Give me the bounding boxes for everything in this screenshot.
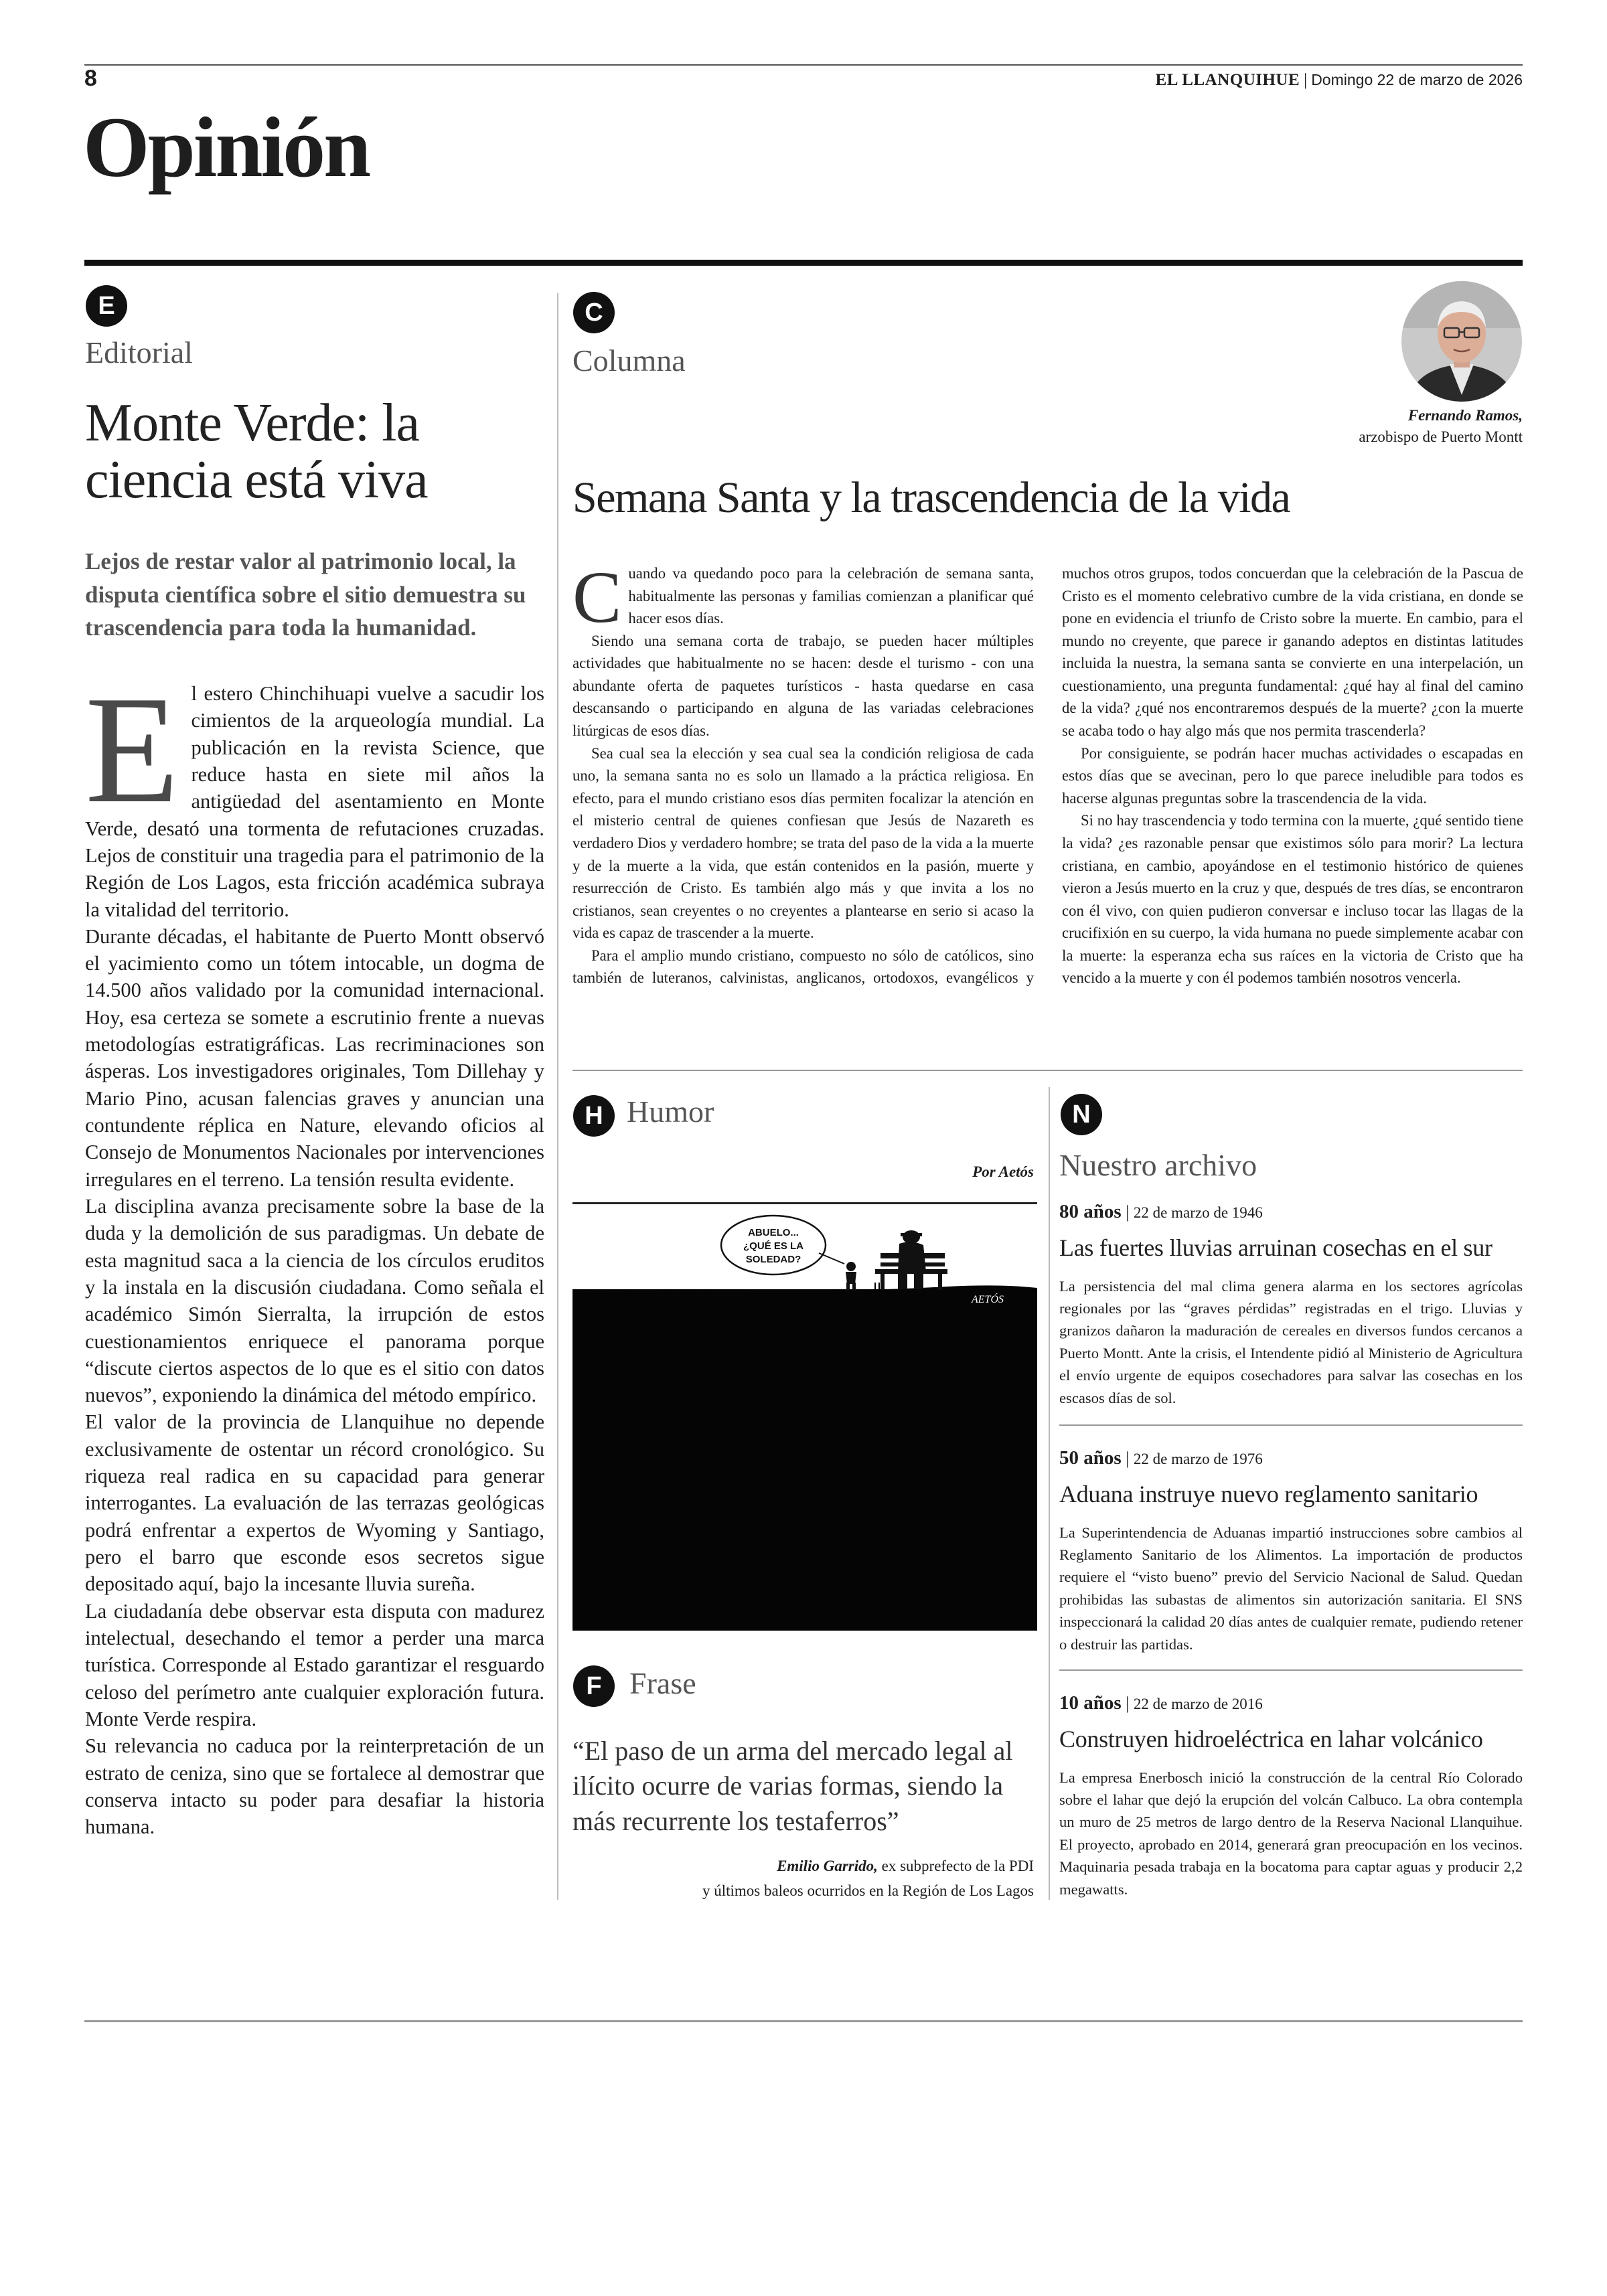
column-divider (557, 293, 558, 1900)
editorial-dropcap: E (85, 664, 179, 835)
archive-years: 10 años (1059, 1692, 1122, 1714)
speech-line: ¿QUÉ ES LA (743, 1240, 804, 1252)
editorial-paragraph: La disciplina avanza precisamente sobre la base de la duda y la demolición de sus paradigmas. Un debate de esta magnitud saca a la ciencia de los círculos eruditos y la instala en la discusión ciudadana. Como señala el académico Simón Sierralta, la irrupción de estos cuestionamientos enriquece el panorama porque “discute ciertos aspectos de lo que es el sitio con datos nuevos”, exponiendo la dinámica del método empírico. (85, 1194, 544, 1407)
column-divider (1049, 1087, 1050, 1900)
quote-author-role: ex subprefecto de la PDI (877, 1858, 1034, 1874)
archive-divider (1059, 1669, 1523, 1671)
author-photo (1401, 281, 1522, 402)
editorial-badge: E (86, 285, 127, 327)
page-number: 8 (84, 66, 97, 91)
column-paragraph: Sea cual sea la elección y sea cual sea la condición religiosa de cada uno, la semana santa no es solo un llamado a la práctica religiosa. En efecto, para el mundo cristiano esos días permiten focalizar la atención en el misterio central de quienes confiesan que Jesús de Nazareth es verdadero Dios y verdadero hombre; se trata del paso de la vida a la muerte y de la muerte a la vida, que están contenidos en la pasión, muerte y resurrección de Cristo. Es también algo más y que invita a los no cristianos, sean creyentes o no creyentes a plantearse en serio si acaso la vida es capaz de trascender a la muerte. (572, 744, 1034, 942)
editorial-kicker: Editorial (85, 335, 193, 370)
archive-item: 10 años | 22 de marzo de 2016 Construyen hidroeléctrica en lahar volcánico La empresa Enerbosch inició la construcción de la central Río Colorado sobre el lahar que dejó la erupción del volcán Calbuco. La obra contempla un muro de 25 metros de largo dentro de la Reserva Nacional Llanquihue. El proyecto, aprobado en 2014, generará gran preocupación en los vecinos. Maquinaria pesada trabaja en la bocatoma para captar aguas y producir 2,2 megawatts. (1059, 1692, 1523, 1900)
column-paragraph: Para el amplio mundo cristiano, compuesto no sólo de católicos, sino también de luteranos, calvinistas, anglicanos, ortodoxos, evangélicos y muchos otros grupos, todos concuerdan que la celebración de la Pascua de Cristo es el momento celebrativo cumbre de la vida cristiana, en donde se pone en evidencia el triunfo de Cristo sobre la muerte. En cambio, para el mundo no creyente, que parece ir ganando adeptos en distintas latitudes incluida la nuestra, la semana santa se convierte en una interpelación, un cuestionamiento, una pregunta fundamental: ¿qué hay al final del camino de la vida? ¿qué nos encontraremos después de la muerte? ¿con la muerte se acaba todo o hay algo más que nos permita trascenderla? (572, 565, 1523, 987)
archive-years: 50 años (1059, 1447, 1122, 1469)
masthead (1156, 71, 1523, 90)
author-name: Fernando Ramos, (1407, 407, 1523, 424)
archive-date: 22 de marzo de 2016 (1133, 1696, 1263, 1712)
quote-author: Emilio Garrido, (777, 1858, 878, 1874)
editorial-paragraph: Durante décadas, el habitante de Puerto Montt observó el yacimiento como un tótem intocable, un dogma de 14.500 años validado por la comunidad internacional. Hoy, esa certeza se somete a escrutinio frente a nuevas metodologías estratigráficas. Las recriminaciones son ásperas. Los investigadores originales, Tom Dillehay y Mario Pino, acusan falencias graves y anuncian una contundente réplica en Nature, elevando oficios al Consejo de Monumentos Nacionales por intervenciones irregulares en el terreno. La tensión resulta evidente. (85, 924, 544, 1191)
quote-author-role-2: y últimos baleos ocurridos en la Región de Los Lagos (702, 1882, 1034, 1899)
archive-date: 22 de marzo de 1946 (1133, 1204, 1263, 1221)
archive-date: 22 de marzo de 1976 (1133, 1451, 1263, 1467)
archive-headline: Aduana instruye nuevo reglamento sanitario (1059, 1481, 1478, 1507)
issue-date: Domingo 22 de marzo de 2026 (1311, 71, 1523, 88)
archive-item: 50 años | 22 de marzo de 1976 Aduana instruye nuevo reglamento sanitario La Superintendencia de Aduanas impartió instrucciones sobre cambios al Reglamento Sanitario de los Alimentos. La importación de productos requiere el “visto bueno” previo del Servicio Nacional de Salud. Quedan prohibidas las subastas de alimentos sin autorización sanitaria. El SNS inspeccionará la calidad 20 días antes de cualquier remate, pudiendo retener o destruir las partidas. (1059, 1447, 1523, 1655)
column-badge: C (573, 292, 615, 333)
column-bottom-rule (572, 1070, 1523, 1071)
editorial-paragraph: La ciudadanía debe observar esta disputa con madurez intelectual, desechando el temor a perder una marca turística. Corresponde al Estado garantizar el resguardo celoso del perímetro ante cualquier exploración futura. Monte Verde respira. (85, 1599, 544, 1730)
column-body (572, 556, 1523, 989)
cartoon-byline: Por Aetós (972, 1163, 1034, 1180)
archive-headline: Las fuertes lluvias arruinan cosechas en el sur (1059, 1234, 1493, 1261)
humor-badge: H (573, 1095, 615, 1137)
editorial-title: Monte Verde: la ciencia está viva (85, 394, 428, 509)
column-kicker: Columna (572, 343, 686, 378)
cartoon-illustration (572, 1202, 1037, 1631)
speech-line: SOLEDAD? (745, 1254, 801, 1265)
column-dropcap: C (572, 556, 622, 638)
editorial-paragraph: Su relevancia no caduca por la reinterpretación de un estrato de ceniza, sino que se fortalece al demostrar que conserva intacto su poder para desafiar la historia humana. (85, 1734, 544, 1839)
bottom-rule (84, 2020, 1523, 2022)
archive-years: 80 años (1059, 1201, 1122, 1222)
frase-kicker: Frase (629, 1666, 696, 1700)
quote-text: “El paso de un arma del mercado legal al ilícito ocurre de varias formas, siendo la más recurrente los testaferros” (572, 1736, 1013, 1836)
archive-divider (1059, 1424, 1523, 1426)
section-title: Opinión (83, 100, 370, 195)
speech-line: ABUELO... (748, 1227, 799, 1238)
publication-name: EL LLANQUIHUE (1155, 71, 1300, 89)
grandfather-icon (898, 1230, 926, 1289)
column-paragraph: Por consiguiente, se podrán hacer muchas actividades o escapadas en estos días que se avecinan, pero lo que parece ineludible para todos es hacerse algunas preguntas sobre la trascendencia de la vida. (1062, 744, 1523, 807)
archive-badge: N (1061, 1094, 1102, 1135)
editorial-body (85, 664, 544, 1840)
section-rule (84, 260, 1523, 266)
archive-headline: Construyen hidroeléctrica en lahar volcánico (1059, 1726, 1483, 1752)
archive-body: La empresa Enerbosch inició la construcción de la central Río Colorado sobre el lahar que dejó la erupción del volcán Calbuco. La obra contempla un muro de 25 metros de largo dentro de la Reserva Nacional Llanquihue. El proyecto, aprobado en 2014, generará gran preocupación en los vecinos. Maquinaria pesada trabaja en la bocatoma para captar aguas y producir 2,2 megawatts. (1059, 1769, 1523, 1898)
column-title: Semana Santa y la trascendencia de la vida (572, 473, 1290, 522)
archive-kicker: Nuestro archivo (1059, 1148, 1257, 1182)
column-paragraph: Si no hay trascendencia y todo termina con la muerte, ¿qué sentido tiene la vida? ¿es razonable pensar que existimos sólo para morir? La lectura cristiana, en cambio, apoyándose en el testimonio histórico de quienes vieron a Jesús muerto en la cruz y que, después de tres días, se encontraron con él vivo, con quien pudieron conversar e incluso tocar las llagas de la crucifixión en su cuerpo, la vida humana no puede simplemente acabar con la muerte: la esperanza echa sus raíces en la victoria de Cristo que ha vencido a la muerte y con él podemos también nosotros vencerla. (1062, 812, 1523, 987)
editorial-paragraph: El valor de la provincia de Llanquihue no depende exclusivamente de ostentar un récord cronológico. Su riqueza real radica en su capacidad para generar interrogantes. La evaluación de las terrazas geológicas podrá enfrentar a expertos de Wyoming y Santiago, pero el barro que esconde esos secretos sigue depositado aquí, bajo la incesante lluvia sureña. (85, 1410, 544, 1596)
quote-attribution (702, 1854, 1034, 1904)
speech-bubble (721, 1216, 844, 1275)
archive-body: La Superintendencia de Aduanas impartió instrucciones sobre cambios al Reglamento Sanitario de los Alimentos. La importación de productos requiere el “visto bueno” previo del Servicio Nacional de Salud. Quedan prohibidas las subastas de alimentos sin autorización sanitaria. El SNS inspeccionará la calidad 20 días antes de cualquier remate, pudiendo retener o destruir las partidas. (1059, 1524, 1523, 1653)
column-paragraph: Siendo una semana corta de trabajo, se pueden hacer múltiples actividades que habitualmente no se hacen: desde el turismo - con una abundante oferta de paquetes turísticos - hasta quedarse en casa descansando o participando en alguna de las variadas celebraciones litúrgicas de esos días. (572, 632, 1034, 740)
editorial-paragraph: El estero Chinchihuapi vuelve a sacudir los cimientos de la arqueología mundial. La publicación en la revista Science, que reduce hasta en siete mil años la antigüedad del asentamiento en Monte Verde, desató una tormenta de refutaciones cruzadas. Lejos de constituir una tragedia para el patrimonio de la Región de Los Lagos, esta fricción académica subraya la vitalidad del territorio. (85, 664, 544, 921)
frase-badge: F (573, 1665, 615, 1707)
editorial-subtitle: Lejos de restar valor al patrimonio local, la disputa científica sobre el sitio demuestra su trascendencia para toda la humanidad. (85, 548, 526, 641)
humor-kicker: Humor (627, 1094, 714, 1129)
cartoon-signature: AETÓS (972, 1294, 1004, 1305)
archive-item: 80 años | 22 de marzo de 1946 Las fuertes lluvias arruinan cosechas en el sur La persistencia del mal clima genera alarma en los sectores agrícolas regionales por las “graves pérdidas” registradas en el trigo. Lluvias y granizos dañaron la maduración de cereales en diversos fundos cercanos a Puerto Montt. Ante la crisis, el Intendente pidió al Ministerio de Agricultura el envío urgente de equipos cosechadores para salvar las cosechas en los escasos días de sol. (1059, 1201, 1523, 1409)
top-rule (84, 64, 1523, 66)
archive-body: La persistencia del mal clima genera alarma en los sectores agrícolas regionales por las “graves pérdidas” registradas en el trigo. Lluvias y granizos dañaron la maduración de cereales en diversos fundos cercanos a Puerto Montt. Ante la crisis, el Intendente pidió al Ministerio de Agricultura el envío urgente de equipos cosechadores para salvar las cosechas en los escasos días de sol. (1059, 1277, 1523, 1406)
author-role: arzobispo de Puerto Montt (1359, 428, 1523, 445)
masthead-separator: | (1304, 71, 1308, 89)
column-paragraph: Cuando va quedando poco para la celebración de semana santa, habitualmente las personas y familias comienzan a planificar qué hacer esos días. (572, 556, 1034, 638)
child-icon (846, 1262, 856, 1291)
